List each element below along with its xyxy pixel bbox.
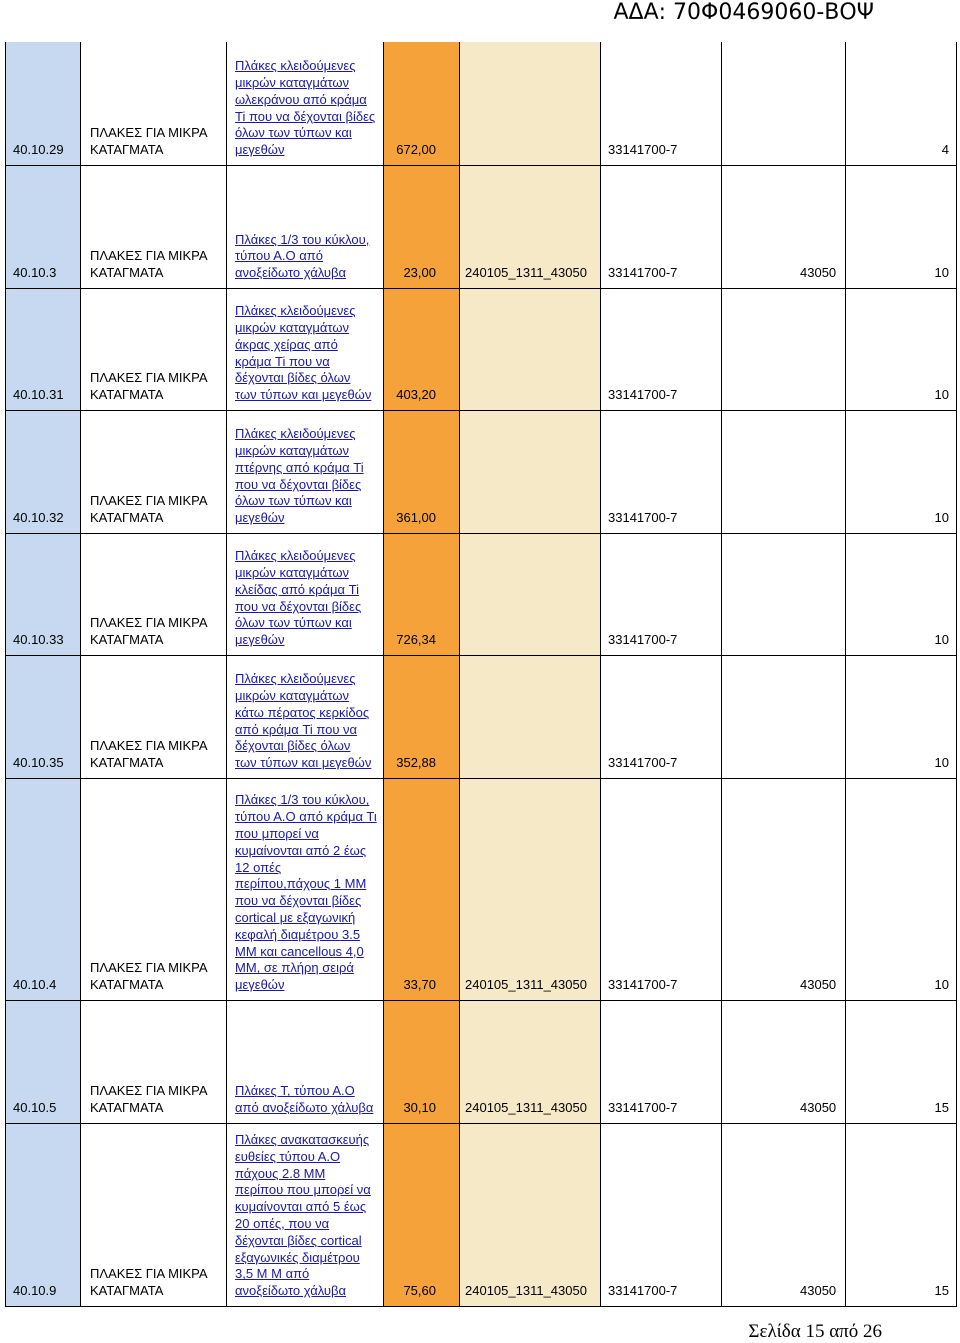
num-line: 43050 — [800, 977, 837, 993]
ada-header: ΑΔΑ: 70Φ0469060-ΒΟΨ — [613, 0, 874, 25]
description-line: μικρών καταγμάτων — [235, 564, 349, 580]
code-line: 40.10.4 — [13, 977, 57, 993]
description-line: μεγεθών — [235, 977, 285, 993]
code-line: 40.10.31 — [13, 387, 64, 403]
price-line: 361,00 — [396, 510, 436, 526]
cell-qty — [935, 387, 949, 404]
price-line: 403,20 — [396, 387, 436, 403]
cpv-line: 33141700-7 — [608, 387, 678, 403]
code-line: 40.10.5 — [13, 1100, 57, 1116]
qty-line: 4 — [941, 142, 949, 158]
price-line: 672,00 — [396, 142, 436, 158]
footer-prefix: Σελίδα — [748, 1321, 801, 1342]
qty-line: 10 — [934, 755, 949, 771]
category-line: ΠΛΑΚΕΣ ΓΙΑ ΜΙΚΡΑ — [90, 1266, 208, 1282]
category-line: ΚΑΤΑΓΜΑΤΑ — [90, 1100, 164, 1116]
cell-ref — [465, 977, 587, 994]
code-line: 40.10.33 — [13, 632, 64, 648]
row-divider — [5, 165, 957, 166]
price-column-bg — [383, 42, 459, 1307]
cell-price — [396, 755, 436, 772]
description-line: δέχονται βίδες όλων — [235, 738, 351, 754]
code-line: 40.10.32 — [13, 510, 64, 526]
cell-num — [800, 1100, 836, 1117]
description-line: ευθείες τύπου Α.Ο — [235, 1148, 341, 1164]
cell-num — [800, 977, 836, 994]
column-divider — [226, 42, 227, 1307]
cell-description[interactable] — [235, 1132, 371, 1300]
qty-line: 10 — [934, 632, 949, 648]
num-line: 43050 — [800, 1100, 837, 1116]
row-divider — [5, 1000, 957, 1001]
description-line: κεφαλή διαμέτρου 3.5 — [235, 926, 361, 942]
code-line: 40.10.29 — [13, 142, 64, 158]
column-divider — [600, 42, 601, 1307]
description-line: cortical με εξαγωνική — [235, 909, 356, 925]
column-divider — [5, 42, 6, 1307]
description-line: όλων των τύπων και — [235, 493, 352, 509]
description-line: κράμα Ti που να — [235, 353, 330, 369]
category-line: ΠΛΑΚΕΣ ΓΙΑ ΜΙΚΡΑ — [90, 370, 208, 386]
footer-page: 15 — [805, 1321, 825, 1342]
description-line: Πλάκες κλειδούμενες — [235, 548, 356, 564]
cell-cpv — [608, 1283, 677, 1300]
description-line: ανοξείδωτο χάλυβα — [235, 1283, 347, 1299]
cell-code — [13, 632, 64, 649]
cell-code — [13, 755, 64, 772]
cell-num — [800, 1283, 836, 1300]
description-line: ανοξείδωτο χάλυβα — [235, 265, 347, 281]
items-table — [5, 42, 957, 1307]
footer-total: 26 — [863, 1321, 882, 1342]
cpv-line: 33141700-7 — [608, 1283, 678, 1299]
category-line: ΚΑΤΑΓΜΑΤΑ — [90, 632, 164, 648]
cell-qty — [935, 755, 949, 772]
description-line: Πλάκες κλειδούμενες — [235, 426, 356, 442]
cpv-line: 33141700-7 — [608, 510, 678, 526]
cell-cpv — [608, 755, 677, 772]
description-line: πάχους 2.8 ΜΜ — [235, 1165, 326, 1181]
description-line: μεγεθών — [235, 510, 285, 526]
cell-price — [396, 632, 436, 649]
price-line: 352,88 — [396, 755, 436, 771]
cell-description[interactable] — [235, 232, 369, 282]
ref-line: 240105_1311_43050 — [465, 1100, 587, 1116]
description-line: περίπου,πάχους 1 ΜΜ — [235, 876, 367, 892]
description-line: κάτω πέρατος κερκίδος — [235, 704, 370, 720]
description-line: άκρας χείρας από — [235, 336, 338, 352]
column-divider — [459, 42, 460, 1307]
cell-num — [800, 265, 836, 282]
description-line: 3,5 Μ Μ από — [235, 1266, 310, 1282]
extra-column-bg — [459, 42, 600, 1307]
description-line: όλων των τύπων και — [235, 125, 352, 141]
description-line: Πλάκες T, τύπου Α.Ο — [235, 1083, 355, 1099]
cell-category — [90, 370, 208, 404]
cell-ref — [465, 1283, 587, 1300]
cell-cpv — [608, 1100, 677, 1117]
cell-ref — [465, 265, 587, 282]
code-column-bg — [5, 42, 80, 1307]
description-line: μεγεθών — [235, 632, 285, 648]
column-divider — [845, 42, 846, 1307]
category-line: ΠΛΑΚΕΣ ΓΙΑ ΜΙΚΡΑ — [90, 615, 208, 631]
cell-price — [396, 510, 436, 527]
column-divider — [383, 42, 384, 1307]
row-divider — [5, 1306, 957, 1307]
cell-code — [13, 977, 56, 994]
cell-code — [13, 387, 64, 404]
description-line: ΜΜ και cancellous 4,0 — [235, 943, 364, 959]
cell-cpv — [608, 265, 677, 282]
description-line: 12 οπές — [235, 859, 282, 875]
category-line: ΠΛΑΚΕΣ ΓΙΑ ΜΙΚΡΑ — [90, 1083, 208, 1099]
category-line: ΠΛΑΚΕΣ ΓΙΑ ΜΙΚΡΑ — [90, 493, 208, 509]
row-divider — [5, 1123, 957, 1124]
row-divider — [5, 778, 957, 779]
cell-ref — [465, 1100, 587, 1117]
cell-description[interactable] — [235, 58, 375, 159]
description-line: των τύπων και μεγεθών — [235, 755, 372, 771]
description-line: Πλάκες κλειδούμενες — [235, 303, 356, 319]
cell-qty — [935, 265, 949, 282]
category-line: ΚΑΤΑΓΜΑΤΑ — [90, 510, 164, 526]
description-line: κλείδας από κράμα Ti — [235, 581, 360, 597]
cell-category — [90, 1266, 208, 1300]
cell-code — [13, 510, 64, 527]
description-line: 20 οπές, που να — [235, 1215, 330, 1231]
code-line: 40.10.35 — [13, 755, 64, 771]
description-line: ωλεκράνου από κράμα — [235, 91, 367, 107]
description-line: που να δέχονται βίδες — [235, 476, 362, 492]
qty-line: 10 — [934, 265, 949, 281]
cell-category — [90, 493, 208, 527]
cell-code — [13, 142, 64, 159]
qty-line: 15 — [934, 1283, 949, 1299]
category-line: ΚΑΤΑΓΜΑΤΑ — [90, 265, 164, 281]
category-line: ΠΛΑΚΕΣ ΓΙΑ ΜΙΚΡΑ — [90, 738, 208, 754]
code-line: 40.10.9 — [13, 1283, 57, 1299]
cpv-line: 33141700-7 — [608, 265, 678, 281]
ref-line: 240105_1311_43050 — [465, 265, 587, 281]
category-line: ΚΑΤΑΓΜΑΤΑ — [90, 977, 164, 993]
description-line: κυμαίνονται από 5 έως — [235, 1199, 367, 1215]
cpv-line: 33141700-7 — [608, 755, 678, 771]
column-divider — [721, 42, 722, 1307]
description-line: μικρών καταγμάτων — [235, 442, 349, 458]
code-line: 40.10.3 — [13, 265, 57, 281]
cell-category — [90, 738, 208, 772]
cell-code — [13, 1283, 56, 1300]
cell-qty — [935, 510, 949, 527]
cell-description[interactable] — [235, 671, 371, 772]
cell-price — [403, 265, 436, 282]
cpv-line: 33141700-7 — [608, 977, 678, 993]
num-line: 43050 — [800, 1283, 837, 1299]
description-line: που να δέχονται βίδες — [235, 598, 362, 614]
description-line: μικρών καταγμάτων — [235, 687, 349, 703]
description-line: μικρών καταγμάτων — [235, 74, 349, 90]
description-line: από ανοξείδωτο χάλυβα — [235, 1100, 374, 1116]
num-line: 43050 — [800, 265, 837, 281]
cell-code — [13, 265, 56, 282]
cell-cpv — [608, 510, 677, 527]
qty-line: 10 — [934, 510, 949, 526]
category-line: ΚΑΤΑΓΜΑΤΑ — [90, 142, 164, 158]
category-line: ΚΑΤΑΓΜΑΤΑ — [90, 387, 164, 403]
category-line: ΠΛΑΚΕΣ ΓΙΑ ΜΙΚΡΑ — [90, 125, 208, 141]
price-line: 726,34 — [396, 632, 436, 648]
cell-qty — [935, 977, 949, 994]
category-line: ΚΑΤΑΓΜΑΤΑ — [90, 1283, 164, 1299]
description-line: κυμαίνονται από 2 έως — [235, 842, 367, 858]
row-divider — [5, 533, 957, 534]
cell-category — [90, 960, 208, 994]
description-line: Πλάκες ανακατασκευής — [235, 1132, 370, 1147]
footer-sep: από — [829, 1321, 859, 1342]
description-line: δέχονται βίδες όλων — [235, 370, 351, 386]
cell-category — [90, 125, 208, 159]
description-line: τύπου Α.Ο από — [235, 248, 323, 264]
cell-price — [403, 1100, 436, 1117]
description-line: που να δέχονται βίδες — [235, 893, 362, 909]
page-footer — [748, 1321, 882, 1343]
description-line: που μπορεί να — [235, 825, 319, 841]
cell-cpv — [608, 977, 677, 994]
description-line: μικρών καταγμάτων — [235, 319, 349, 335]
description-line: περίπου που μπορεί να — [235, 1182, 371, 1198]
cell-description[interactable] — [235, 1083, 373, 1117]
description-line: από κράμα Ti που να — [235, 721, 358, 737]
cell-qty — [942, 142, 949, 159]
cell-description[interactable] — [235, 303, 371, 404]
cpv-line: 33141700-7 — [608, 1100, 678, 1116]
qty-line: 15 — [934, 1100, 949, 1116]
cpv-line: 33141700-7 — [608, 632, 678, 648]
cell-qty — [935, 1283, 949, 1300]
cell-price — [396, 142, 436, 159]
qty-line: 10 — [934, 977, 949, 993]
cell-cpv — [608, 632, 677, 649]
cell-description[interactable] — [235, 548, 361, 649]
description-line: Ti που να δέχονται βίδες — [235, 108, 376, 124]
cell-category — [90, 248, 208, 282]
cell-cpv — [608, 387, 677, 404]
cell-qty — [935, 1100, 949, 1117]
description-line: Πλάκες κλειδούμενες — [235, 671, 356, 687]
ref-line: 240105_1311_43050 — [465, 1283, 587, 1299]
column-divider — [80, 42, 81, 1307]
column-divider — [956, 42, 957, 1307]
cell-category — [90, 615, 208, 649]
cpv-line: 33141700-7 — [608, 142, 678, 158]
category-line: ΠΛΑΚΕΣ ΓΙΑ ΜΙΚΡΑ — [90, 960, 208, 976]
price-line: 23,00 — [403, 265, 436, 281]
row-divider — [5, 655, 957, 656]
price-line: 30,10 — [403, 1100, 436, 1116]
description-line: Πλάκες 1/3 του κύκλου, — [235, 792, 370, 808]
qty-line: 10 — [934, 387, 949, 403]
row-divider — [5, 410, 957, 411]
price-line: 33,70 — [403, 977, 436, 993]
category-line: ΚΑΤΑΓΜΑΤΑ — [90, 755, 164, 771]
cell-price — [396, 387, 436, 404]
description-line: Πλάκες 1/3 του κύκλου, — [235, 231, 370, 247]
cell-cpv — [608, 142, 677, 159]
description-line: όλων των τύπων και — [235, 615, 352, 631]
cell-price — [403, 1283, 436, 1300]
cell-description[interactable] — [235, 426, 364, 527]
cell-qty — [935, 632, 949, 649]
description-line: δέχονται βίδες cortical — [235, 1232, 362, 1248]
description-line: πτέρνης από κράμα Ti — [235, 459, 364, 475]
cell-price — [403, 977, 436, 994]
price-line: 75,60 — [403, 1283, 436, 1299]
description-line: εξαγωνικές διαμέτρου — [235, 1249, 360, 1265]
category-line: ΠΛΑΚΕΣ ΓΙΑ ΜΙΚΡΑ — [90, 248, 208, 264]
description-line: τύπου Α.Ο από κράμα Τι — [235, 809, 377, 825]
row-divider — [5, 288, 957, 289]
cell-category — [90, 1083, 208, 1117]
cell-code — [13, 1100, 56, 1117]
description-line: ΜΜ, σε πλήρη σειρά — [235, 960, 354, 976]
description-line: Πλάκες κλειδούμενες — [235, 58, 356, 74]
description-line: μεγεθών — [235, 142, 285, 158]
cell-description[interactable] — [235, 792, 377, 994]
description-line: των τύπων και μεγεθών — [235, 387, 372, 403]
ref-line: 240105_1311_43050 — [465, 977, 587, 993]
